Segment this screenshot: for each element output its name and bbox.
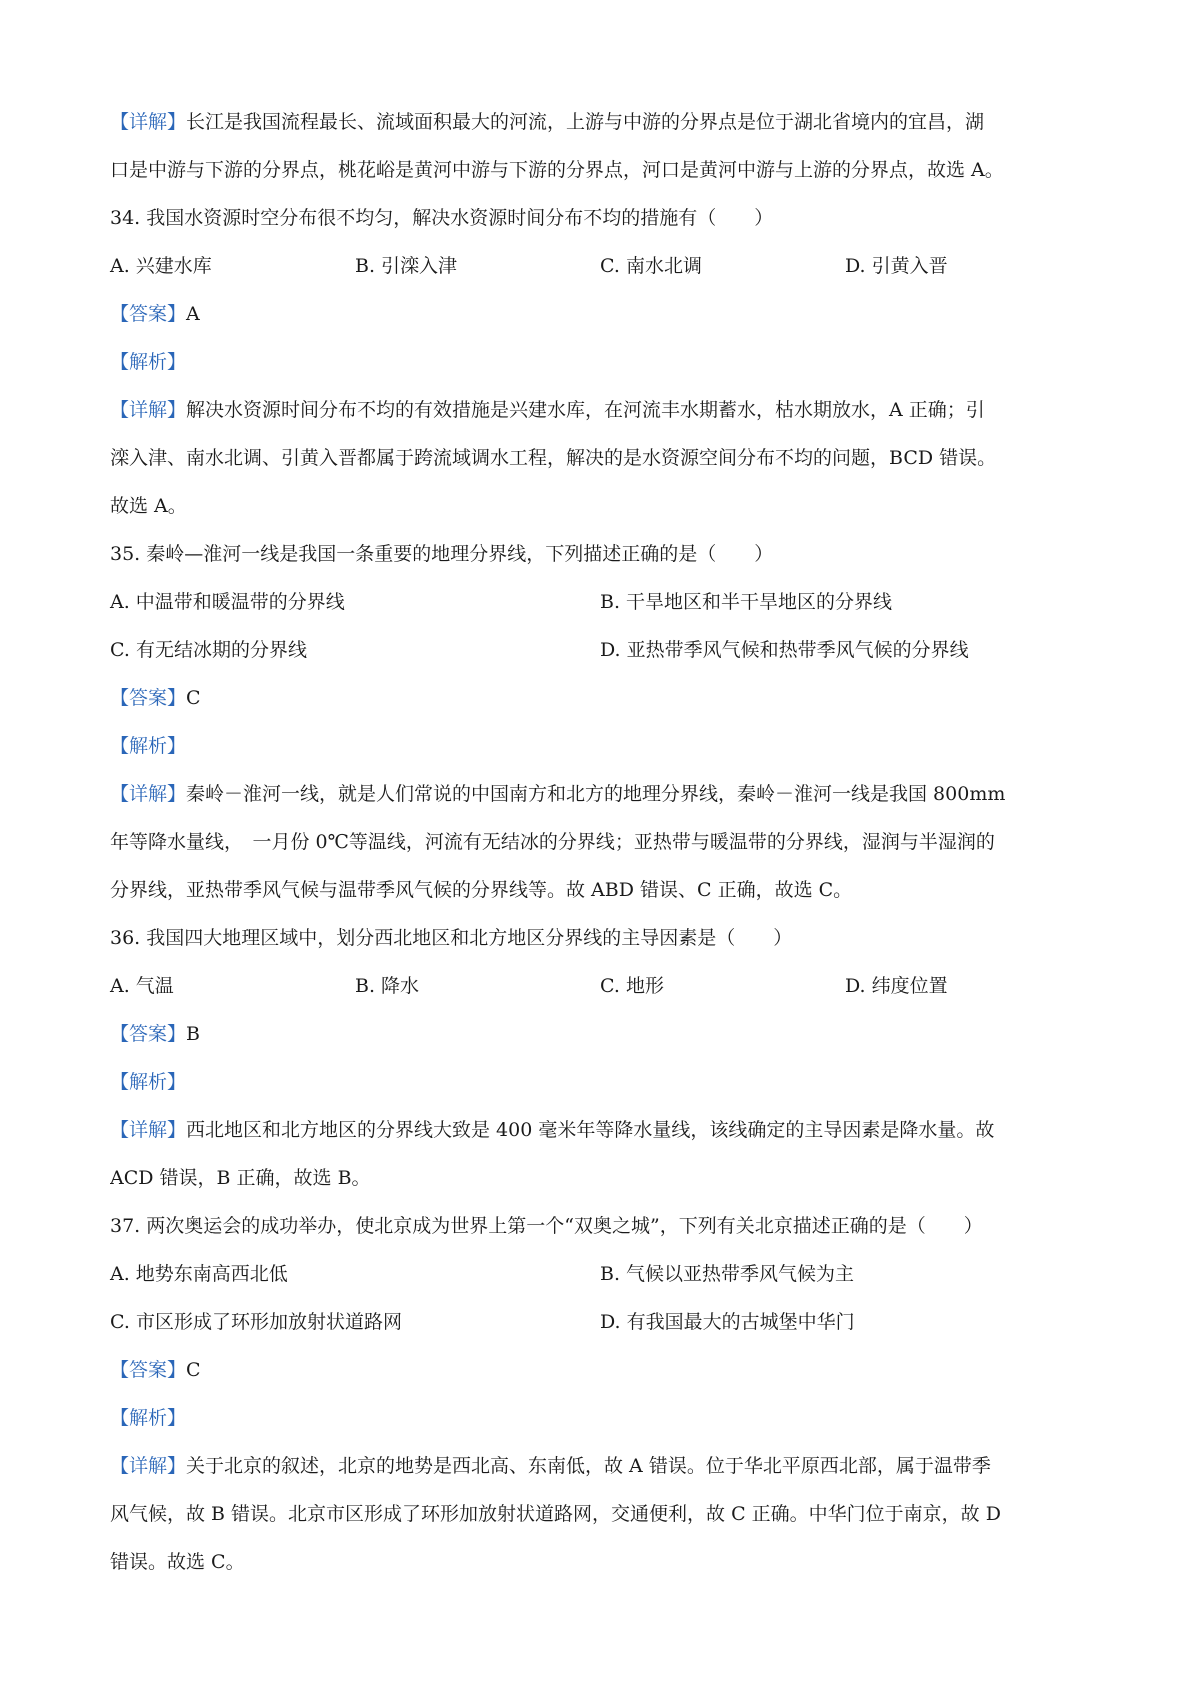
analysis-label: 【解析】 bbox=[110, 735, 187, 757]
answer-label: 【答案】 bbox=[110, 1359, 187, 1381]
option-c: C. 南水北调 bbox=[600, 255, 702, 277]
option-c: C. 市区形成了环形加放射状道路网 bbox=[110, 1311, 402, 1333]
detail-paragraph: 【详解】秦岭－淮河一线，就是人们常说的中国南方和北方的地理分界线，秦岭－淮河一线是我国 800mm 年等降水量线， 一月份 0℃等温线，河流有无结冰的分界线；亚热带与暖温带的分界线，湿润与半湿润的 分界线，亚热带季风气候与温带季风气候的分界线等。故 ABD 错误、C 正确，故选 C。 bbox=[110, 783, 1006, 901]
question-number: 37. bbox=[110, 1215, 141, 1237]
answer-line bbox=[110, 1010, 1090, 1058]
question-stem: 37. 两次奥运会的成功举办，使北京成为世界上第一个“双奥之城”，下列有关北京描述正确的是（ ） bbox=[110, 1215, 983, 1237]
question-stem: 35. 秦岭—淮河一线是我国一条重要的地理分界线，下列描述正确的是（ ） bbox=[110, 543, 774, 565]
analysis-label: 【解析】 bbox=[110, 351, 187, 373]
option-b: B. 气候以亚热带季风气候为主 bbox=[600, 1263, 855, 1285]
question-options bbox=[110, 1250, 1090, 1298]
answer-label: 【答案】 bbox=[110, 303, 187, 325]
answer-line bbox=[110, 290, 1090, 338]
question-number: 35. bbox=[110, 543, 141, 565]
question-options bbox=[110, 242, 1090, 290]
question-options bbox=[110, 578, 1090, 626]
analysis-line bbox=[110, 1058, 1090, 1106]
answer-line bbox=[110, 1346, 1090, 1394]
answer-value: C bbox=[186, 687, 201, 709]
answer-label: 【答案】 bbox=[110, 1023, 187, 1045]
question-options bbox=[110, 962, 1090, 1010]
question-37 bbox=[110, 1202, 1090, 1586]
detail-label: 【详解】 bbox=[110, 1455, 187, 1477]
option-d: D. 亚热带季风气候和热带季风气候的分界线 bbox=[600, 639, 969, 661]
detail-text: 口是中游与下游的分界点，桃花峪是黄河中游与下游的分界点，河口是黄河中游与上游的分界点，故选 A。 bbox=[110, 159, 1004, 181]
answer-value: A bbox=[186, 303, 200, 325]
analysis-label: 【解析】 bbox=[110, 1407, 187, 1429]
analysis-line bbox=[110, 722, 1090, 770]
question-34 bbox=[110, 194, 1090, 530]
option-c: C. 有无结冰期的分界线 bbox=[110, 639, 307, 661]
option-d: D. 有我国最大的古城堡中华门 bbox=[600, 1311, 855, 1333]
option-b: B. 干旱地区和半干旱地区的分界线 bbox=[600, 591, 893, 613]
analysis-line bbox=[110, 1394, 1090, 1442]
analysis-label: 【解析】 bbox=[110, 1071, 187, 1093]
analysis-line bbox=[110, 338, 1090, 386]
option-a: A. 气温 bbox=[110, 975, 174, 997]
question-options bbox=[110, 626, 1090, 674]
option-d: D. 引黄入晋 bbox=[845, 255, 948, 277]
answer-value: C bbox=[186, 1359, 201, 1381]
option-c: C. 地形 bbox=[600, 975, 664, 997]
question-options bbox=[110, 1298, 1090, 1346]
option-d: D. 纬度位置 bbox=[845, 975, 948, 997]
detail-label: 【详解】 bbox=[110, 783, 187, 805]
detail-label: 【详解】 bbox=[110, 399, 187, 421]
option-b: B. 引滦入津 bbox=[355, 255, 458, 277]
option-a: A. 兴建水库 bbox=[110, 255, 212, 277]
option-a: A. 地势东南高西北低 bbox=[110, 1263, 288, 1285]
detail-text: 长江是我国流程最长、流域面积最大的河流，上游与中游的分界点是位于湖北省境内的宜昌，湖 bbox=[186, 111, 985, 133]
question-36 bbox=[110, 914, 1090, 1202]
detail-paragraph: 【详解】西北地区和北方地区的分界线大致是 400 毫米年等降水量线，该线确定的主导因素是降水量。故 ACD 错误，B 正确，故选 B。 bbox=[110, 1119, 995, 1189]
option-a: A. 中温带和暖温带的分界线 bbox=[110, 591, 345, 613]
question-stem: 36. 我国四大地理区域中，划分西北地区和北方地区分界线的主导因素是（ ） bbox=[110, 927, 793, 949]
question-number: 34. bbox=[110, 207, 141, 229]
detail-paragraph: 【详解】解决水资源时间分布不均的有效措施是兴建水库，在河流丰水期蓄水，枯水期放水，A 正确；引 滦入津、南水北调、引黄入晋都属于跨流域调水工程，解决的是水资源空间分布不均的问题，BCD 错误。 故选 A。 bbox=[110, 399, 997, 517]
answer-value: B bbox=[186, 1023, 200, 1045]
option-b: B. 降水 bbox=[355, 975, 420, 997]
detail-paragraph-33 bbox=[110, 98, 1090, 194]
detail-label: 【详解】 bbox=[110, 1119, 187, 1141]
answer-label: 【答案】 bbox=[110, 687, 187, 709]
answer-line bbox=[110, 674, 1090, 722]
question-stem: 34. 我国水资源时空分布很不均匀，解决水资源时间分布不均的措施有（ ） bbox=[110, 207, 774, 229]
detail-label: 【详解】 bbox=[110, 111, 187, 133]
detail-paragraph: 【详解】关于北京的叙述，北京的地势是西北高、东南低，故 A 错误。位于华北平原西北部，属于温带季 风气候，故 B 错误。北京市区形成了环形加放射状道路网，交通便利，故 C 正确。中华门位于南京，故 D 错误。故选 C。 bbox=[110, 1455, 1001, 1573]
question-35 bbox=[110, 530, 1090, 914]
question-number: 36. bbox=[110, 927, 141, 949]
